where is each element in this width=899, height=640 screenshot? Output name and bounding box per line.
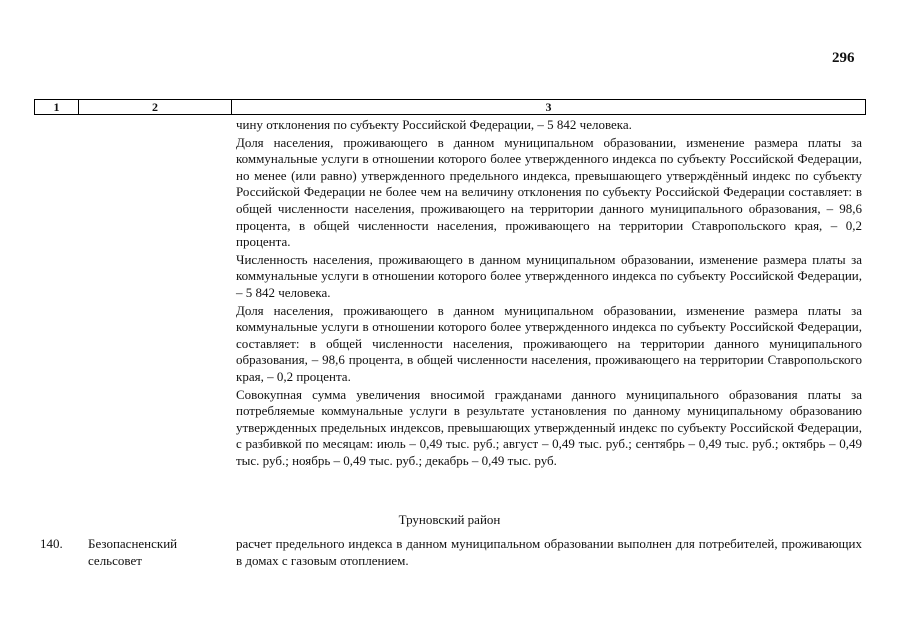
column-header-3: 3	[545, 100, 552, 114]
paragraph-total-increase: Совокупная сумма увеличения вносимой гражданами данного муниципального образования платы за потребляемые коммунальные услуги в результате установления по данному муниципальному образованию утвержденных предельных индексов, превышающих утвержденный индекс по субъекту Российской Федерации, с разбивкой по месяцам: июль – 0,49 тыс. руб.; август – 0,49 тыс. руб.; сентябрь – 0,49 тыс. руб.; октябрь – 0,49 тыс. руб.; ноябрь – 0,49 тыс. руб.; декабрь – 0,49 тыс. руб.	[236, 386, 862, 468]
continuation-text	[236, 117, 862, 469]
paragraph-population-count: Численность населения, проживающего в данном муниципальном образовании, изменение размера платы за коммунальные услуги в отношении которого более утвержденного индекса по субъекту Российской Федерации, – 5 842 человека.	[236, 251, 862, 300]
district-heading: Труновский район	[398, 512, 501, 527]
column-header-1: 1	[35, 100, 79, 114]
entry-name-line1: Безопасненский	[88, 536, 178, 551]
paragraph-population-share-limit: Доля населения, проживающего в данном муниципальном образовании, изменение размера платы за коммунальные услуги в отношении которого более утвержденного индекса по субъекту Российской Федерации, но менее (или равно) утвержденного предельного индекса, превышающего утверждённый индекс по субъекту Российской Федерации не более чем на величину отклонения по субъекту Российской Федерации составляет: в общей численности населения, проживающего на территории данного муниципального образования, – 98,6 процента, в общей численности населения, проживающего на территории Ставропольского края, – 0,2 процента.	[236, 134, 862, 250]
table-column-header	[34, 99, 866, 115]
page-number: 296	[832, 50, 855, 66]
entry-name-line2: сельсовет	[88, 552, 142, 568]
column-header-2: 2	[79, 100, 232, 114]
paragraph-population-share: Доля населения, проживающего в данном муниципальном образовании, изменение размера платы за коммунальные услуги в отношении которого более утвержденного индекса по субъекту Российской Федерации, составляет: в общей численности населения, проживающего на территории данного муниципального образования, – 98,6 процента, в общей численности населения, проживающего на территории Ставропольского края, – 0,2 процента.	[236, 302, 862, 384]
entry-name	[88, 536, 228, 569]
paragraph-continuation: чину отклонения по субъекту Российской Федерации, – 5 842 человека.	[236, 117, 632, 132]
entry-text: расчет предельного индекса в данном муниципальном образовании выполнен для потребителей, проживающих в домах с газовым отоплением.	[236, 536, 862, 568]
entry-number: 140.	[40, 536, 63, 551]
